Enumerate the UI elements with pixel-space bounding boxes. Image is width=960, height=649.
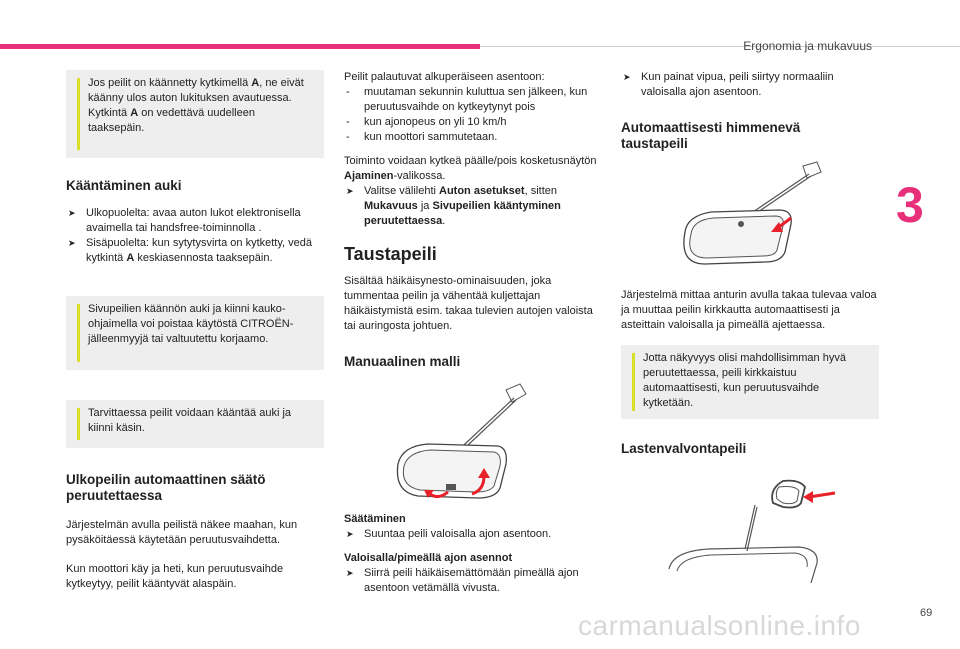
auto-mirror-illustration: [671, 160, 879, 280]
title-rearview-mirror: Taustapeili: [344, 244, 437, 264]
dash-item: - kun moottori sammutetaan.: [346, 131, 498, 143]
bullet-item: ➤ Sisäpuolelta: kun sytytysvirta on kytketty, vedä kytkintä A keskiasennosta taaksepäin.: [68, 237, 313, 264]
dash-item: - kun ajonopeus on yli 10 km/h: [346, 116, 507, 128]
bullet-item: ➤ Kun painat vipua, peili siirtyy normaaliin valoisalla ajon asentoon.: [623, 71, 834, 98]
top-bar-pink: [0, 44, 480, 49]
chapter-title: Ergonomia ja mukavuus: [743, 39, 872, 53]
column-middle: [344, 70, 602, 596]
info-note-reverse: Jotta näkyvyys olisi mahdollisimman hyvä peruutettaessa, peili kirkkaistuu automaattisesti, kun peruutusvaihde kytketään.: [621, 345, 879, 419]
para-system: Järjestelmän avulla peilistä näkee maahan, kun pysäköitäessä käytetään peruutusvaihdetta.: [66, 519, 298, 546]
heading-manual-model: Manuaalinen malli: [344, 354, 461, 369]
child-mirror-illustration: [649, 477, 879, 587]
heading-auto-tilt: Ulkopeilin automaattinen säätö peruutettaessa: [66, 472, 266, 503]
bullet-item: ➤ Siirrä peili häikäisemättömään pimeällä ajon asentoon vetämällä vivusta.: [346, 567, 579, 594]
bullet-item: ➤ Valitse välilehti Auton asetukset, sitten Mukavuus ja Sivupeilien kääntyminen peruutettaessa.: [346, 185, 561, 227]
para-engine: Kun moottori käy ja heti, kun peruutusvaihde kytkeytyy, peilit kääntyvät alaspäin.: [66, 563, 284, 590]
info-note-remote: Sivupeilien käännön auki ja kiinni kauko-ohjaimella voi poistaa käytöstä CITROËN-jälleenmyyjä tai valtuutettu korjaamo.: [66, 296, 324, 370]
label-day-night: Valoisalla/pimeällä ajon asennot: [344, 552, 513, 564]
info-note-manual: Tarvittaessa peilit voidaan kääntää auki ja kiinni käsin.: [66, 400, 324, 448]
note-text: Jos peilit on käännetty kytkimellä A, ne eivät käänny ulos auton lukituksen avautuessa. Kytkintä A on vedettävä uudelleen taaksepäin.: [88, 77, 304, 134]
page-number: 69: [920, 607, 933, 619]
heading-child-mirror: Lastenvalvontapeili: [621, 441, 747, 456]
dash-item: - muutaman sekunnin kuluttua sen jälkeen, kun peruutusvaihde on kytkeytynyt pois: [346, 86, 588, 113]
manual-mirror-illustration: [388, 380, 602, 506]
para-restore: Peilit palautuvat alkuperäiseen asentoon:: [344, 71, 545, 83]
para-antiglare: Sisältää häikäisynesto-ominaisuuden, joka tummentaa peilin ja vähentää kuljettajan häikäistymistä esim. takaa tulevien autojen valoista tai auringosta johtuen.: [344, 275, 593, 332]
bullet-item: ➤ Ulkopuolelta: avaa auton lukot elektronisella avaimella tai handsfree-toiminnolla .: [68, 207, 301, 234]
column-right: [621, 70, 879, 587]
para-toggle: Toiminto voidaan kytkeä päälle/pois kosketusnäytön Ajaminen-valikossa.: [344, 155, 597, 182]
bullet-item: ➤ Suuntaa peili valoisalla ajon asentoon.: [346, 528, 552, 540]
info-note-fold: [66, 70, 324, 158]
heading-folding-open: Kääntäminen auki: [66, 178, 182, 193]
heading-auto-dimming: Automaattisesti himmenevä taustapeili: [621, 120, 801, 151]
label-adjust: Säätäminen: [344, 513, 406, 525]
para-sensor: Järjestelmä mittaa anturin avulla takaa tulevaa valoa ja muuttaa peilin kirkkautta automaattisesti ja asteittain valoisalla ja pimeällä ajettaessa.: [621, 289, 877, 331]
top-bar-gray: [480, 46, 960, 47]
watermark: carmanualsonline.info: [578, 610, 861, 641]
column-left: [66, 70, 324, 592]
chapter-number: 3: [896, 177, 924, 233]
